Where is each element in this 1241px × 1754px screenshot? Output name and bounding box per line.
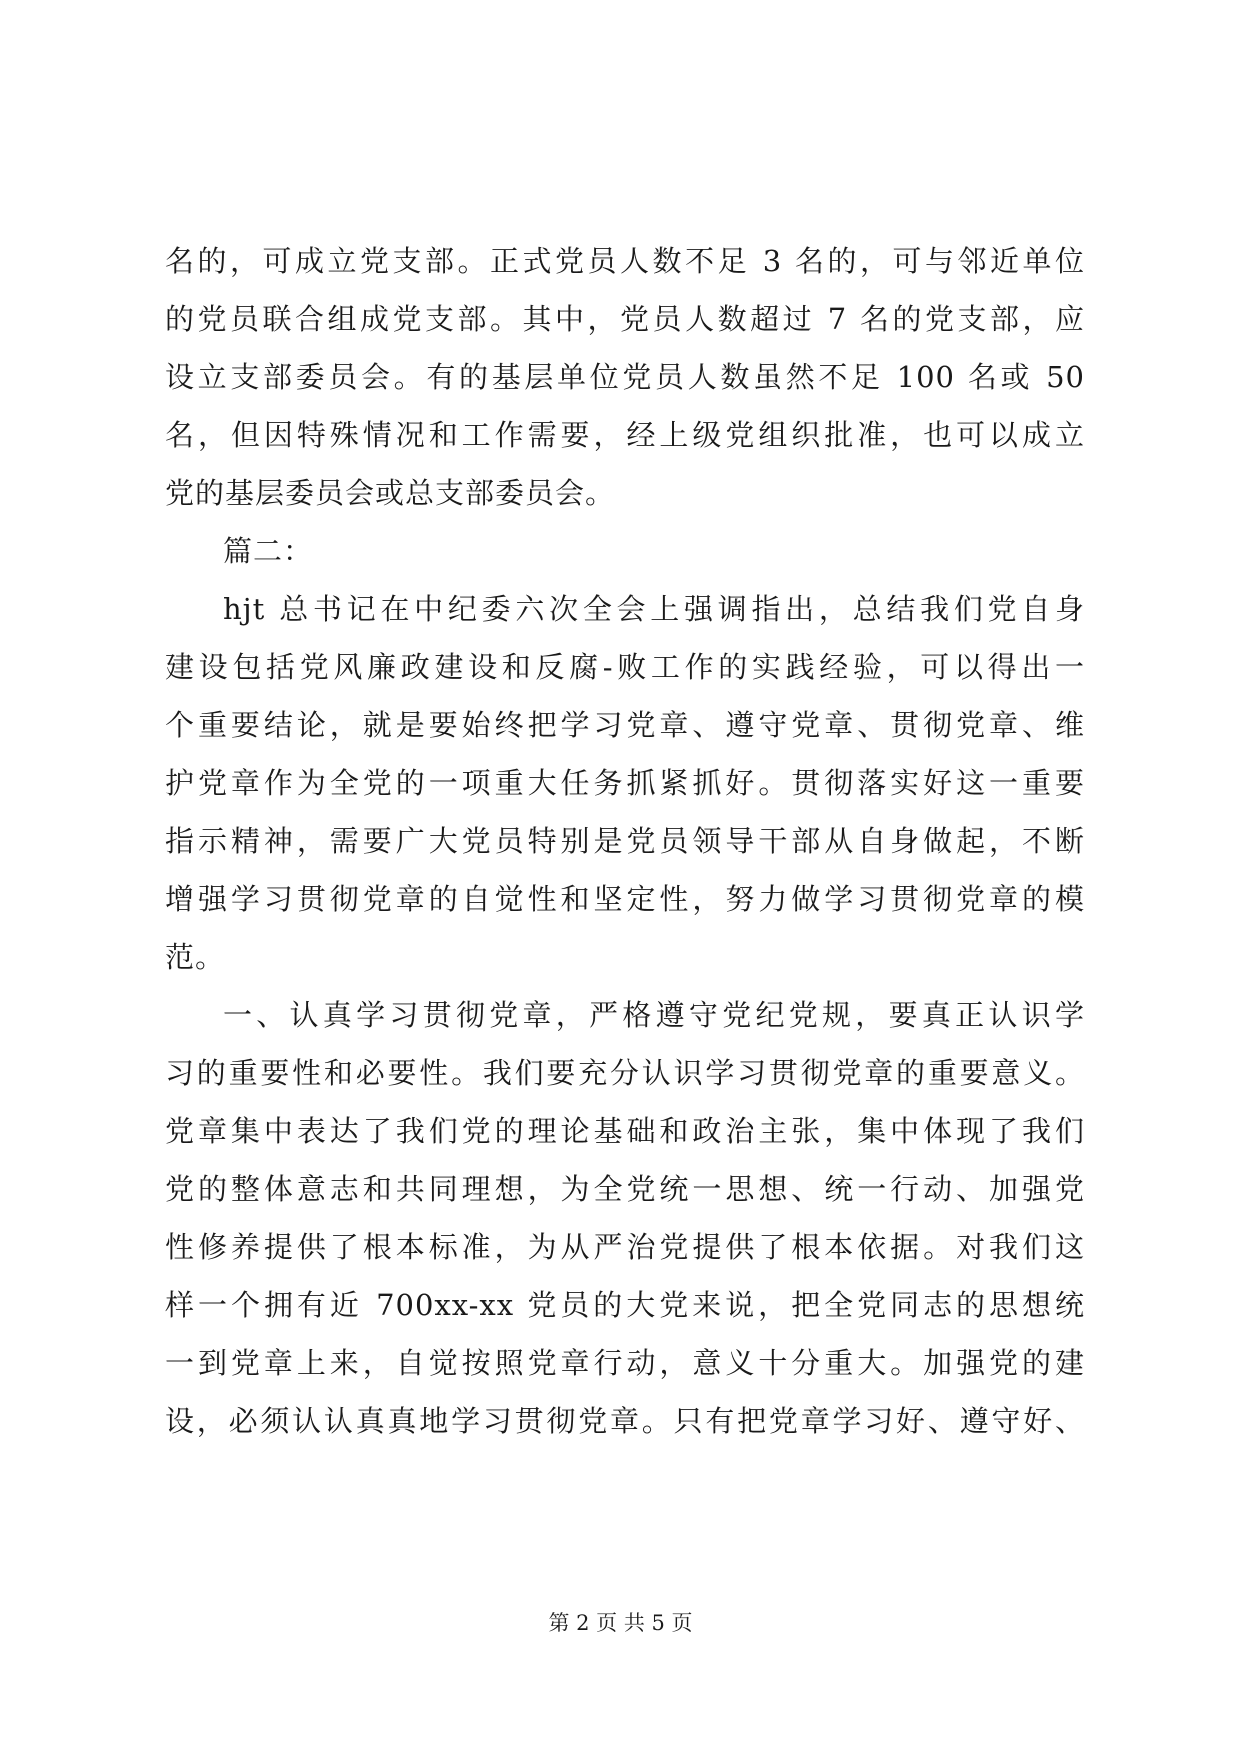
text-line: 增强学习贯彻党章的自觉性和坚定性，努力做学习贯彻党章的模 <box>165 882 1085 916</box>
text-line: 设立支部委员会。有的基层单位党员人数虽然不足 100 名或 50 <box>165 360 1085 394</box>
page-footer <box>0 1608 1241 1638</box>
text-line: 性修养提供了根本标准，为从严治党提供了根本依据。对我们这 <box>165 1230 1085 1264</box>
text-line: 样一个拥有近 700xx-xx 党员的大党来说，把全党同志的思想统 <box>165 1288 1085 1322</box>
text-line: 一到党章上来，自觉按照党章行动，意义十分重大。加强党的建 <box>165 1346 1085 1380</box>
text-line: 党章集中表达了我们党的理论基础和政治主张，集中体现了我们 <box>165 1114 1085 1148</box>
text-line: 范。 <box>165 940 226 974</box>
document-body <box>165 232 1085 1450</box>
text-line: 个重要结论，就是要始终把学习党章、遵守党章、贯彻党章、维 <box>165 708 1085 742</box>
text-line: 党的整体意志和共同理想，为全党统一思想、统一行动、加强党 <box>165 1172 1085 1206</box>
text-line: 名的，可成立党支部。正式党员人数不足 3 名的，可与邻近单位 <box>165 244 1085 278</box>
text-line: hjt 总书记在中纪委六次全会上强调指出，总结我们党自身 <box>223 592 1085 626</box>
text-line: 建设包括党风廉政建设和反腐-败工作的实践经验，可以得出一 <box>165 650 1085 684</box>
text-line: 护党章作为全党的一项重大任务抓紧抓好。贯彻落实好这一重要 <box>165 766 1085 800</box>
text-line: 一、认真学习贯彻党章，严格遵守党纪党规，要真正认识学 <box>223 998 1085 1032</box>
text-line: 名，但因特殊情况和工作需要，经上级党组织批准，也可以成立 <box>165 418 1085 452</box>
text-line: 指示精神，需要广大党员特别是党员领导干部从自身做起，不断 <box>165 824 1085 858</box>
text-line: 党的基层委员会或总支部委员会。 <box>165 476 616 510</box>
page-number-label: 第 2 页 共 5 页 <box>548 1611 693 1635</box>
section-heading: 篇二： <box>223 534 314 568</box>
text-line: 设，必须认认真真地学习贯彻党章。只有把党章学习好、遵守好、 <box>165 1404 1085 1438</box>
text-line: 的党员联合组成党支部。其中，党员人数超过 7 名的党支部，应 <box>165 302 1085 336</box>
text-line: 习的重要性和必要性。我们要充分认识学习贯彻党章的重要意义。 <box>165 1056 1085 1090</box>
